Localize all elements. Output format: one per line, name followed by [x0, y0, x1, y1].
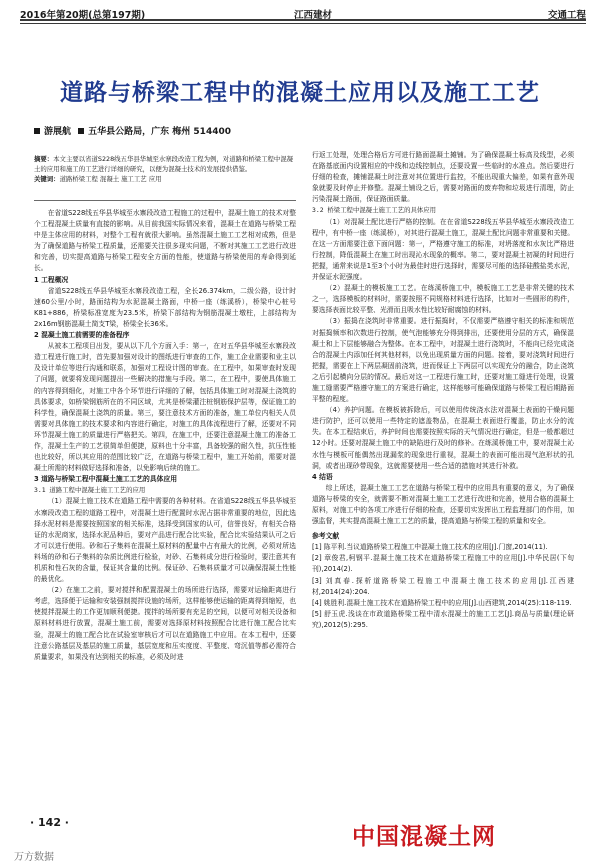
- body-paragraph: 综上所述，混凝土施工工艺在道路与桥梁工程中的应用具有重要的意义，为了确保道路与桥梁的安全，就需要不断对混凝土施工工艺进行改进和完善，使用合格的混凝土原料，对施工中的各项工序进行仔细的检查，还要切实发挥出工程监理部门的作用，加强监督，其实提高混凝土施工工艺的质量，提高道路与桥梁工程的质量和安全。: [312, 483, 574, 526]
- running-header: [20, 4, 586, 20]
- right-column: [312, 150, 574, 631]
- body-paragraph: （3）振捣在浇筑时非常重要。进行振捣时，不仅需要严格遵守相关的标准和规范对振捣频率和次数进行控制，使气泡能够充分得到排出，还要使用分层的方式，确保混凝土和上下层能够融合为整体。在本工程中，对混凝土进行浇筑时，不能向已经完成浇合的混凝土内添加任何其他材料，以免出现质量方面的问题。接着，要对浇筑时间进行把握，需要在上下两层凝固前浇筑，进而保证上下两层可以实现充分的融合，防止浇筑之后引起横向分层的情况。最后对这一工程进行施工时，还要对施工缝进行处理，设置施工缝需要严格遵守施工的方案进行确定，这样能够可能确保道路与桥梁工程后期路面平整的程度。: [312, 317, 574, 404]
- section-name: 交通工程: [547, 10, 586, 21]
- body-paragraph: 行返工处理，处理合格后方可进行路面混凝土摊铺。为了确保混凝土标高及线型，必须在路基底面内设置相应的中线和边线控制点，还要设置一些临时的水准点。然后要进行仔细的检查，摊铺混凝土时注意对其位置进行监控，不能出现重大偏差，如果有意外现象就要及时停止并修整。混凝土铺设之后，需要对路面的废弃物和垃圾进行清理，防止污染混凝土路面，保证路面质量。: [312, 151, 574, 204]
- header-rule-thin: [20, 23, 586, 24]
- author-affiliation: 五华县公路局，广东 梅州 514400: [88, 127, 231, 137]
- reference-item: [1] 陈平利.当议道路桥梁工程施工中混凝土施工技术的应用[J].门窗,2014(11).: [312, 543, 548, 552]
- subsection-heading: 3.2 桥梁工程中混凝土施工工艺的具体应用: [312, 206, 437, 215]
- article-title: 道路与桥梁工程中的混凝土应用以及施工工艺: [60, 80, 540, 106]
- reference-item: [5] 舒玉虎.浅谈在市政道路桥梁工程中清水混凝土的施工工艺[J].商品与质量(理论研究),2012(5):295.: [312, 609, 574, 629]
- body-paragraph: （2）混凝土的模板施工工艺。在练溪桥施工中，模板施工工艺是非常关键的技术之一，选择模板的材料时，需要按照不同规格材料进行选择，比如对一些圆形的构件，要选择表面比较平整、光滑而且吸水性比较好耐腐蚀的材料。: [312, 284, 574, 315]
- references-heading: 参考文献: [312, 532, 340, 541]
- section-heading: 2 混凝土施工前需要的准备程序: [34, 331, 130, 340]
- body-paragraph: （1）对混凝土配比进行严格的控制。在在省道S228线五华县华城至水寨段改造工程中，有中桥一座（练溪桥），对其进行混凝土施工，混凝土配比问题非常重要和关键。在这一方面需要注意下面问题：第一，严格遵守施工的标准，对坍落度和水灰比严格进行控制，降低混凝土在施工时出现沁水现象的概率。第二，要对混凝土初凝的时间进行把握，通常来说是1至3个小时为最佳时进行选择时，需要尽可能的选择硅酸盐类水泥，并保证水泥强度。: [312, 217, 574, 282]
- issue-label: 2016年第20期(总第197期): [20, 10, 146, 21]
- abstract-label: 摘要：: [34, 155, 54, 163]
- reference-item: [3] 刘真春.探析道路桥梁工程施工中混凝土施工技术的应用[J].江西建材,2014(24):204.: [312, 576, 574, 596]
- reference-item: [4] 姚胜利.混凝土施工技术在道路桥梁工程中的应用[J].山西建筑,2014(25):118-119.: [312, 598, 572, 607]
- author-line: [34, 124, 235, 137]
- abstract-divider: [34, 200, 296, 201]
- body-paragraph: 从被本工程项目出发，要从以下几个方面入手：第一，在对五华县华城至水寨段改造工程进行施工时，首先要加强对设计的图纸进行审查的工作，施工企业需要和业主以及设计单位等进行沟通和联系，加强对工程设计图的审查。在工程中，如果审查时发现了问题，就要将发现问题提出一些解决的措施与手段。第二，在工程中，要使具体施工的内容得到细化，对施工中各个环节进行详细的了解，包括具体施工时对混凝土浇筑的具体要求，如桥梁钢筋所在的不同区域，尤其是桥梁灌注桩钢筋保护层等，保证施工的科学性，确保混凝土浇筑的质量。第三，要注意技术方面的准备，施工单位内相关人员需要对具体施工的技术要求和内容进行确定，对施工的具体流程进行了解，还要对不同环节混凝土施工的质量进行严格把关。第四，在施工中，还要注意混凝土施工的准备工作，混凝土生产的工艺很简单但便捷，原料也十分丰富，具备较强的耐久性，抗压性能也比较好，所以其应用的范围比较广泛，在道路与桥梁工程中，施工开始前，需要对混凝土所需的材料做好选择和准备，以免影响后续的施工。: [34, 342, 296, 473]
- author-name: 游展航: [44, 127, 72, 137]
- page-number: · 142 ·: [30, 816, 69, 829]
- site-watermark: 中国混凝土网: [352, 824, 496, 850]
- left-column: [34, 208, 296, 663]
- section-heading: 4 结语: [312, 472, 333, 481]
- bullet-square-icon: [34, 128, 40, 134]
- bullet-square-icon: [78, 128, 84, 134]
- abstract-block: [34, 154, 296, 184]
- subsection-heading: 3.1 道路工程中混凝土施工工艺的应用: [34, 486, 146, 495]
- keywords-text: 道路桥梁工程 混凝土 施工工艺 应用: [59, 175, 162, 183]
- section-heading: 3 道路与桥梁工程中混凝土施工工艺的具体应用: [34, 475, 178, 484]
- body-paragraph: 省道S228线五华县华城至水寨段改造工程，全长26.374km，二级公路，设计时速60公里/小时，路面结构为水泥混凝土路面，中桥一座（练溪桥），桥梁中心桩号K81+886，桥梁标准宽度为23.5米，桥梁下部结构为钢筋混凝土墩柱，上部结构为2x16m钢筋混凝土简支T梁，桥梁全长36米。: [34, 286, 296, 328]
- header-rule: [20, 19, 586, 21]
- keywords-label: 关键词：: [34, 175, 60, 183]
- body-paragraph: （2）在施工之前，要对搅拌和配置混凝土的场所进行选择，需要对运输距离进行考虑，选择便于运输和安装强制搅拌设施的场所，这样能够使运输的距离得到缩短，也使搅拌混凝土的工作更加顺利便捷。搅拌的场所要有充足的空间，以便可对相关设备和原料材料进行放置，混凝土施工前，需要对选择原材料按照配合比进行施工配合比实验，混凝土的施工配合比在试验室审核后才可以在道路施工中应用。在本工程中，还要注意公路基层及基层的施工质量，基层宽度和压实度度、平整度、弯沉值等都必需符合质量要求，如果没有达到相关的标准，必须及时进: [34, 586, 296, 661]
- abstract-paragraph: [34, 154, 296, 174]
- keywords-paragraph: [34, 174, 296, 184]
- journal-name: 江西建材: [294, 10, 333, 21]
- body-paragraph: 在省道S228线五华县华城至水寨段改造工程施工的过程中，混凝土施工的技术对整个工程混凝土质量有直接的影响。从目前我国实际情况来看，混凝土在道路与桥梁工程中是主体应用的材料，对整个工程有就很大影响。虽然混凝土施工工艺相对成熟，但是为了确保道路与桥梁工程质量，还需要关注很多现实问题，不断对其施工工艺进行改进和完善，切实提高道路与桥梁工程安全方面的性能，使道路与桥梁使用的寿命得到延长。: [34, 209, 296, 273]
- abstract-text: 本文主要以省道S228线五华县华城至水寨段改造工程为例，对道路和桥梁工程中混凝土的应用和施工的工艺进行详细的研究，以便为混凝土技术的发展提供借鉴。: [34, 155, 294, 173]
- body-paragraph: （1）混凝土施工技术在道路工程中需要的各种材料。在省道S228线五华县华城至水寨段改造工程的道路工程中，对混凝土进行配置时水泥占据非常重要的地位，因此选择水泥材料是需要按照国家的相关标准，选择受到国家的认可，信誉良好，有相关合格证的水泥商家，选择水泥品种后，要对产品进行配合比实验，配合比实验结果认可之后才可以进行使用。砂和石子集料在混凝土原材料的配量中占有最大的比例，必须对所选料场的砂和石子集料的杂质比例进行检验，对砂、石集料成分进行检验时，要注意其有机质和性石灰的含量，保证其含量的比例。保证砂、石集料质量才可以确保混凝土性能的最优化。: [34, 497, 296, 584]
- section-heading: 1 工程概况: [34, 275, 69, 284]
- database-watermark: 万方数据: [14, 852, 54, 863]
- body-paragraph: （4）养护问题。在模板被拆除后，可以使用传统浇水法对混凝土表面的干燥问题进行防护，还可以使用一些特定的遮盖物品，在混凝土表面进行覆盖，防止水分的流失。在本工程结束后，养护时间也需要按照实际的天气情况进行确定，但是一般都超过12小时。还要对混凝土施工中的缺陷进行及时的修补。在练溪桥施工中，要对混凝土沁水性与模板可能偶然出现漏浆的现象进行重视，混凝土的表面可能出现气泡形状的孔洞，或者出现砂带现象，这就需要使用一些合适的措施对其进行补救。: [312, 406, 574, 470]
- reference-item: [2] 章俊君,柯钢平.混凝土施工技术在道路桥梁工程施工中的应用[J].中华民居(下旬刊),2014(2).: [312, 554, 574, 574]
